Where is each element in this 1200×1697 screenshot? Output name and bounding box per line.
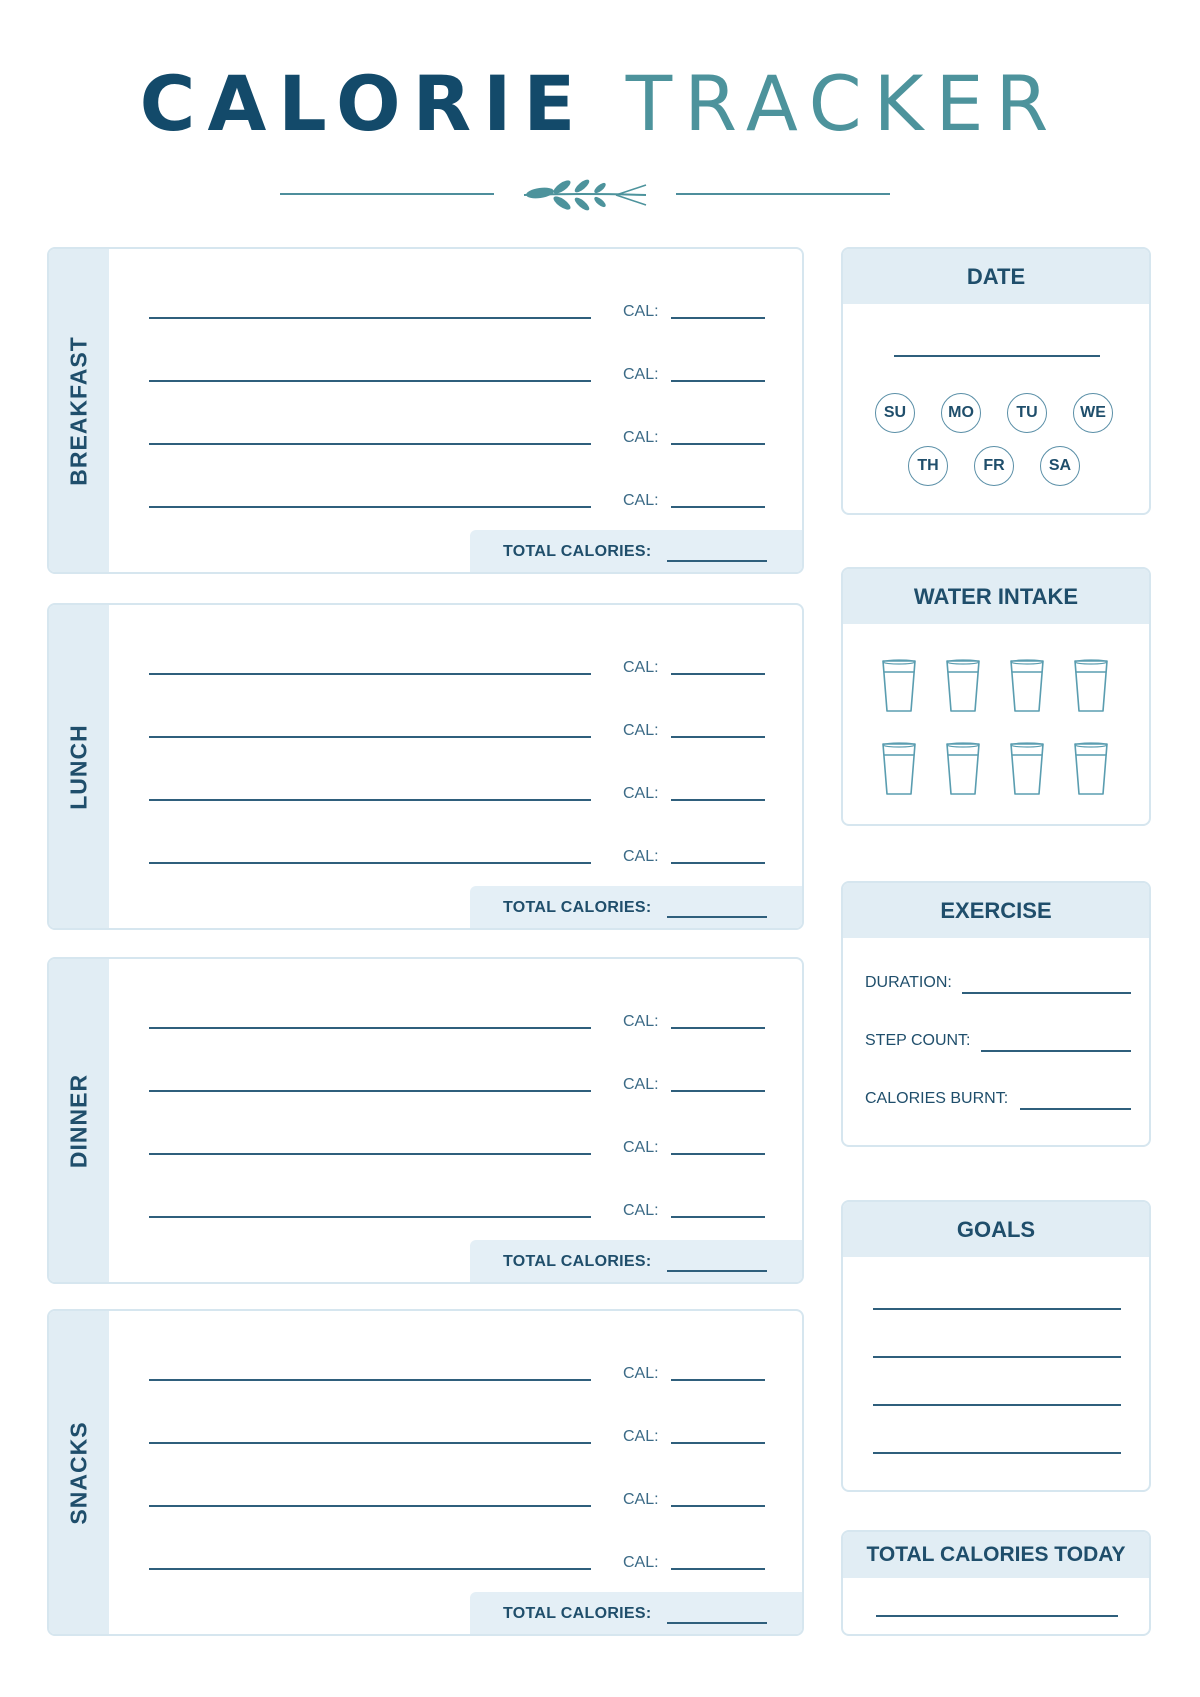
goals-heading: GOALS bbox=[843, 1202, 1149, 1257]
day-su[interactable]: SU bbox=[875, 393, 915, 433]
meal-total[interactable] bbox=[470, 1592, 802, 1634]
food-entry-row[interactable] bbox=[149, 1064, 769, 1094]
meal-total[interactable] bbox=[470, 1240, 802, 1282]
cal-label: CAL: bbox=[623, 1202, 659, 1219]
food-line[interactable] bbox=[149, 380, 591, 382]
food-entry-row[interactable] bbox=[149, 1353, 769, 1383]
food-line[interactable] bbox=[149, 1568, 591, 1570]
food-entry-row[interactable] bbox=[149, 1190, 769, 1220]
cal-label: CAL: bbox=[623, 659, 659, 676]
food-line[interactable] bbox=[149, 799, 591, 801]
water-glass-icon[interactable] bbox=[1009, 659, 1045, 713]
day-mo[interactable]: MO bbox=[941, 393, 981, 433]
total-label: TOTAL CALORIES: bbox=[503, 1253, 652, 1270]
food-line[interactable] bbox=[149, 506, 591, 508]
step-count-field[interactable] bbox=[865, 1032, 1131, 1056]
food-entry-row[interactable] bbox=[149, 1542, 769, 1572]
food-line[interactable] bbox=[149, 1090, 591, 1092]
water-glass-icon[interactable] bbox=[1009, 742, 1045, 796]
total-line[interactable] bbox=[667, 1622, 767, 1624]
goal-line[interactable] bbox=[873, 1404, 1121, 1406]
total-line[interactable] bbox=[667, 916, 767, 918]
date-card bbox=[841, 247, 1151, 515]
food-line[interactable] bbox=[149, 1027, 591, 1029]
goal-line[interactable] bbox=[873, 1308, 1121, 1310]
cal-label: CAL: bbox=[623, 785, 659, 802]
cal-label: CAL: bbox=[623, 492, 659, 509]
day-th[interactable]: TH bbox=[908, 446, 948, 486]
food-line[interactable] bbox=[149, 862, 591, 864]
meal-total[interactable] bbox=[470, 530, 802, 572]
day-tu[interactable]: TU bbox=[1007, 393, 1047, 433]
food-entry-row[interactable] bbox=[149, 354, 769, 384]
water-glass-icon[interactable] bbox=[881, 742, 917, 796]
meal-side-tab bbox=[49, 959, 109, 1282]
water-glass-icon[interactable] bbox=[945, 659, 981, 713]
exercise-card bbox=[841, 881, 1151, 1147]
calories-burnt-label: CALORIES BURNT: bbox=[865, 1090, 1009, 1107]
total-line[interactable] bbox=[667, 560, 767, 562]
cal-line[interactable] bbox=[671, 1027, 765, 1029]
food-entry-row[interactable] bbox=[149, 480, 769, 510]
cal-line[interactable] bbox=[671, 736, 765, 738]
cal-label: CAL: bbox=[623, 366, 659, 383]
date-heading: DATE bbox=[843, 249, 1149, 304]
title-word-calorie: CALORIE bbox=[139, 59, 588, 148]
cal-line[interactable] bbox=[671, 862, 765, 864]
divider-rule-right bbox=[676, 193, 890, 195]
step-count-label: STEP COUNT: bbox=[865, 1032, 971, 1049]
exercise-heading: EXERCISE bbox=[843, 883, 1149, 938]
cal-line[interactable] bbox=[671, 1568, 765, 1570]
total-line[interactable] bbox=[667, 1270, 767, 1272]
food-entry-row[interactable] bbox=[149, 1127, 769, 1157]
cal-line[interactable] bbox=[671, 1442, 765, 1444]
food-line[interactable] bbox=[149, 1216, 591, 1218]
total-today-line[interactable] bbox=[876, 1615, 1118, 1617]
total-label: TOTAL CALORIES: bbox=[503, 899, 652, 916]
duration-line[interactable] bbox=[962, 992, 1131, 994]
goal-line[interactable] bbox=[873, 1356, 1121, 1358]
meal-label: DINNER bbox=[65, 1073, 92, 1168]
cal-line[interactable] bbox=[671, 506, 765, 508]
cal-label: CAL: bbox=[623, 1491, 659, 1508]
cal-line[interactable] bbox=[671, 1153, 765, 1155]
title-divider bbox=[280, 177, 890, 213]
water-glass-icon[interactable] bbox=[1073, 659, 1109, 713]
leaf-sprig-icon bbox=[520, 177, 650, 213]
duration-label: DURATION: bbox=[865, 974, 952, 991]
cal-label: CAL: bbox=[623, 722, 659, 739]
food-line[interactable] bbox=[149, 1442, 591, 1444]
date-line[interactable] bbox=[894, 355, 1100, 357]
food-entry-row[interactable] bbox=[149, 836, 769, 866]
calories-burnt-field[interactable] bbox=[865, 1090, 1131, 1114]
total-calories-today-card bbox=[841, 1530, 1151, 1636]
water-intake-card bbox=[841, 567, 1151, 826]
water-glass-icon[interactable] bbox=[945, 742, 981, 796]
page-title bbox=[0, 59, 1200, 148]
title-word-tracker: TRACKER bbox=[625, 59, 1061, 148]
cal-line[interactable] bbox=[671, 673, 765, 675]
water-glass-icon[interactable] bbox=[881, 659, 917, 713]
cal-line[interactable] bbox=[671, 317, 765, 319]
cal-line[interactable] bbox=[671, 380, 765, 382]
food-line[interactable] bbox=[149, 1505, 591, 1507]
food-line[interactable] bbox=[149, 736, 591, 738]
cal-label: CAL: bbox=[623, 1139, 659, 1156]
divider-rule-left bbox=[280, 193, 494, 195]
food-entry-row[interactable] bbox=[149, 1416, 769, 1446]
meal-side-tab bbox=[49, 605, 109, 928]
food-entry-row[interactable] bbox=[149, 1001, 769, 1031]
food-line[interactable] bbox=[149, 317, 591, 319]
cal-line[interactable] bbox=[671, 1216, 765, 1218]
food-line[interactable] bbox=[149, 1379, 591, 1381]
cal-line[interactable] bbox=[671, 1505, 765, 1507]
meal-section-lunch bbox=[47, 603, 804, 930]
food-entry-row[interactable] bbox=[149, 710, 769, 740]
meal-label: LUNCH bbox=[65, 723, 92, 810]
step-count-line[interactable] bbox=[981, 1050, 1131, 1052]
day-sa[interactable]: SA bbox=[1040, 446, 1080, 486]
cal-label: CAL: bbox=[623, 429, 659, 446]
calories-burnt-line[interactable] bbox=[1020, 1108, 1131, 1110]
cal-label: CAL: bbox=[623, 1013, 659, 1030]
day-fr[interactable]: FR bbox=[974, 446, 1014, 486]
meal-section-breakfast bbox=[47, 247, 804, 574]
meal-section-snacks bbox=[47, 1309, 804, 1636]
food-line[interactable] bbox=[149, 1153, 591, 1155]
meal-label: SNACKS bbox=[65, 1420, 92, 1525]
cal-line[interactable] bbox=[671, 799, 765, 801]
goal-line[interactable] bbox=[873, 1452, 1121, 1454]
water-glass-icon[interactable] bbox=[1073, 742, 1109, 796]
cal-label: CAL: bbox=[623, 1076, 659, 1093]
meal-total[interactable] bbox=[470, 886, 802, 928]
food-entry-row[interactable] bbox=[149, 773, 769, 803]
cal-label: CAL: bbox=[623, 1365, 659, 1382]
cal-label: CAL: bbox=[623, 1554, 659, 1571]
cal-label: CAL: bbox=[623, 848, 659, 865]
food-entry-row[interactable] bbox=[149, 291, 769, 321]
food-entry-row[interactable] bbox=[149, 417, 769, 447]
meal-label: BREAKFAST bbox=[65, 335, 92, 486]
cal-label: CAL: bbox=[623, 1428, 659, 1445]
food-line[interactable] bbox=[149, 673, 591, 675]
total-label: TOTAL CALORIES: bbox=[503, 1605, 652, 1622]
total-today-heading: TOTAL CALORIES TODAY bbox=[843, 1532, 1149, 1578]
cal-line[interactable] bbox=[671, 443, 765, 445]
meal-side-tab bbox=[49, 1311, 109, 1634]
cal-line[interactable] bbox=[671, 1379, 765, 1381]
goals-card bbox=[841, 1200, 1151, 1492]
cal-label: CAL: bbox=[623, 303, 659, 320]
meal-side-tab bbox=[49, 249, 109, 572]
total-label: TOTAL CALORIES: bbox=[503, 543, 652, 560]
water-heading: WATER INTAKE bbox=[843, 569, 1149, 624]
cal-line[interactable] bbox=[671, 1090, 765, 1092]
day-we[interactable]: WE bbox=[1073, 393, 1113, 433]
food-entry-row[interactable] bbox=[149, 1479, 769, 1509]
food-entry-row[interactable] bbox=[149, 647, 769, 677]
duration-field[interactable] bbox=[865, 974, 1131, 998]
food-line[interactable] bbox=[149, 443, 591, 445]
meal-section-dinner bbox=[47, 957, 804, 1284]
